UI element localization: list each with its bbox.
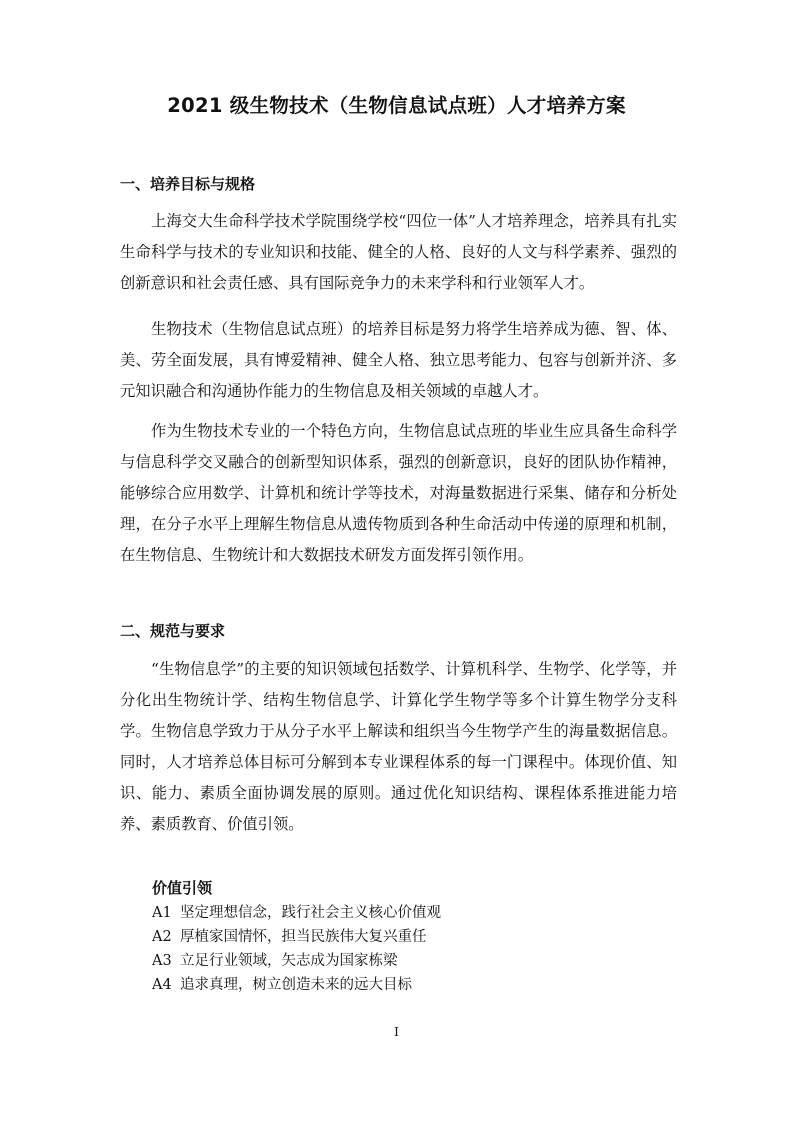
value-code: A1 — [152, 905, 172, 921]
value-text: 立足行业领域，矢志成为国家栋梁 — [180, 953, 398, 969]
page-number: I — [394, 1025, 399, 1039]
value-item — [152, 925, 441, 949]
value-text: 坚定理想信念，践行社会主义核心价值观 — [180, 905, 441, 921]
section-heading-requirements: 二、规范与要求 — [120, 622, 226, 640]
value-item — [152, 973, 441, 997]
paragraph-goals-3: 作为生物技术专业的一个特色方向，生物信息试点班的毕业生应具备生命科学与信息科学交叉融合的创新型知识体系，强烈的创新意识，良好的团队协作精神，能够综合应用数学、计算机和统计学等技术，对海量数据进行采集、储存和分析处理，在分子水平上理解生物信息从遗传物质到各种生命活动中传递的原理和机制，在生物信息、生物统计和大数据技术研发方面发挥引领作用。 — [120, 422, 677, 564]
value-code: A3 — [152, 953, 172, 969]
values-heading: 价值引领 — [152, 879, 213, 897]
section-heading-goals: 一、培养目标与规格 — [120, 175, 256, 193]
value-code: A2 — [152, 929, 172, 945]
paragraph-goals-1: 上海交大生命科学技术学院围绕学校“四位一体”人才培养理念，培养具有扎实生命科学与技术的专业知识和技能、健全的人格、良好的人文与科学素养、强烈的创新意识和社会责任感、具有国际竞争力的未来学科和行业领军人才。 — [120, 212, 677, 292]
values-list — [152, 901, 441, 997]
paragraph-requirements: “生物信息学”的主要的知识领域包括数学、计算机科学、生物学、化学等，并分化出生物统计学、结构生物信息学、计算化学生物学等多个计算生物学分支科学。生物信息学致力于从分子水平上解读和组织当今生物学产生的海量数据信息。同时，人才培养总体目标可分解到本专业课程体系的每一门课程中。体现价值、知识、能力、素质全面协调发展的原则。通过优化知识结构、课程体系推进能力培养、素质教育、价值引领。 — [120, 660, 677, 833]
document-title: 2021 级生物技术（生物信息试点班）人才培养方案 — [167, 94, 626, 117]
value-code: A4 — [152, 977, 172, 993]
paragraph-goals-2: 生物技术（生物信息试点班）的培养目标是努力将学生培养成为德、智、体、美、劳全面发展，具有博爱精神、健全人格、独立思考能力、包容与创新并济、多元知识融合和沟通协作能力的生物信息及相关领域的卓越人才。 — [120, 320, 677, 400]
value-item — [152, 949, 441, 973]
value-item — [152, 901, 441, 925]
value-text: 追求真理，树立创造未来的远大目标 — [180, 977, 412, 993]
value-text: 厚植家国情怀，担当民族伟大复兴重任 — [180, 929, 427, 945]
